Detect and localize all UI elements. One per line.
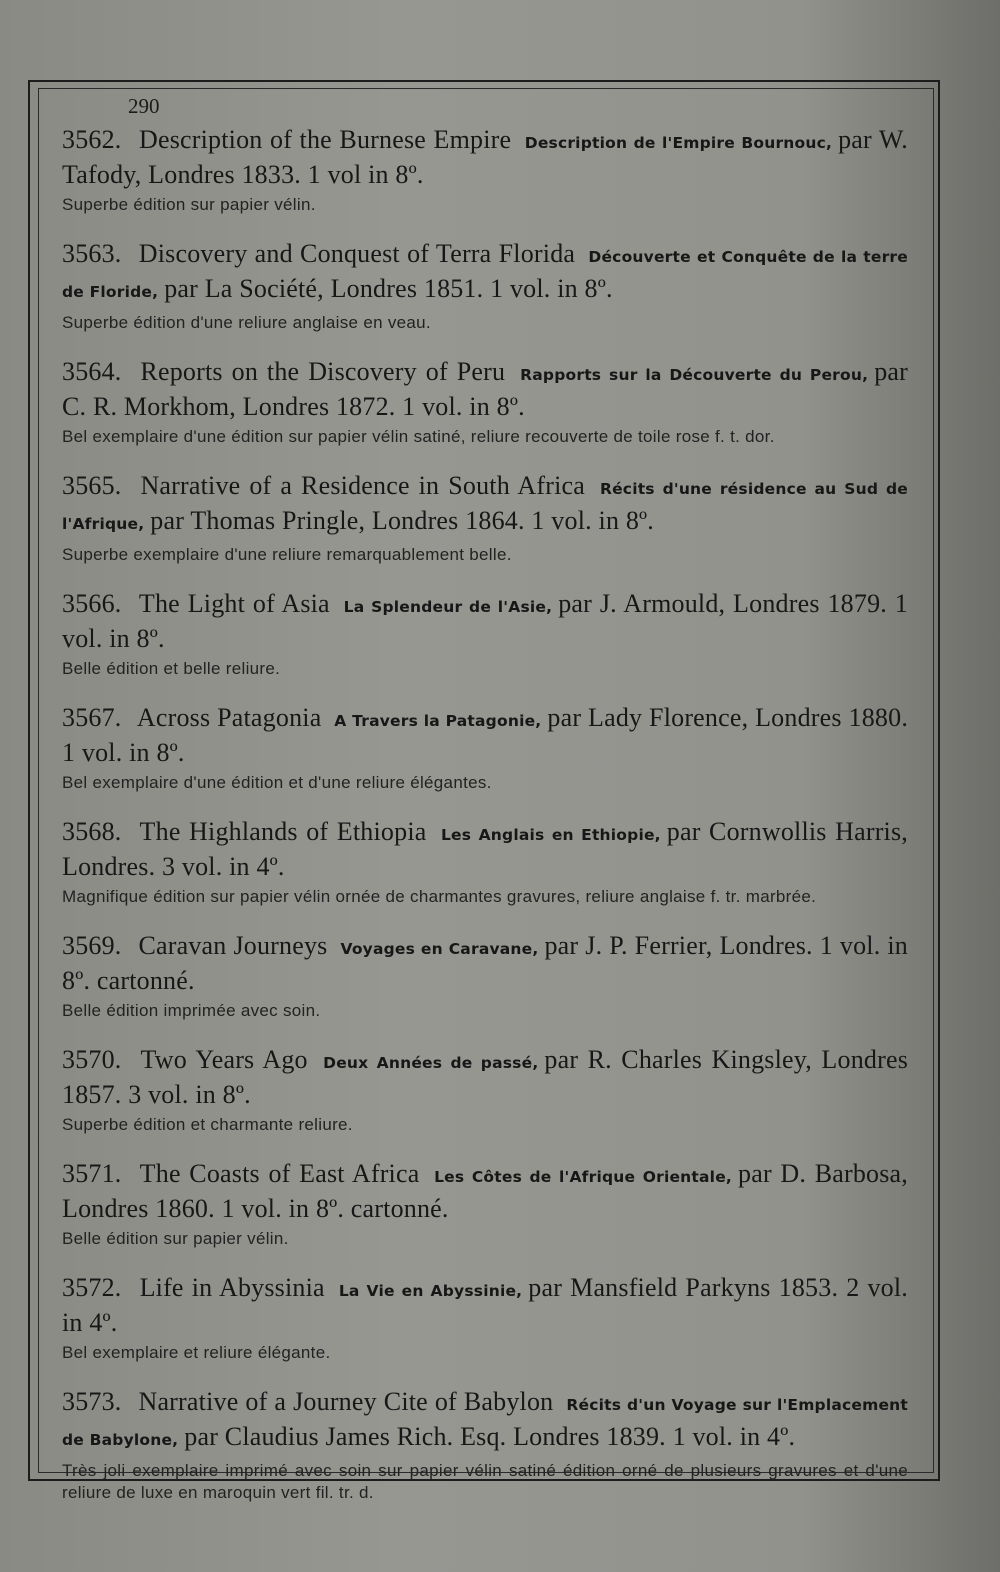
entry-description: Belle édition sur papier vélin.: [62, 1229, 289, 1248]
author-publication: par La Société, Londres 1851. 1 vol. in 8º.: [164, 274, 613, 303]
entry-number: 3563.: [62, 239, 122, 268]
entry-heading: [62, 702, 908, 768]
english-title: Life in Abyssinia: [139, 1273, 325, 1302]
french-title: Rapports sur la Découverte du Perou,: [520, 366, 869, 384]
catalog-entry: [62, 702, 908, 794]
entry-description: Bel exemplaire d'une édition et d'une reliure élégantes.: [62, 773, 492, 792]
author-publication: par Lady Florence, Londres 1880. 1 vol. in 8º.: [62, 703, 909, 767]
author-publication: par W. Tafody, Londres 1833. 1 vol in 8º.: [62, 125, 908, 189]
entry-number: 3566.: [62, 589, 122, 618]
english-title: The Light of Asia: [138, 589, 330, 618]
catalog-entry: [62, 470, 908, 566]
catalog-entry: [62, 356, 908, 448]
entry-heading: [62, 470, 908, 540]
english-title: Across Patagonia: [136, 703, 322, 732]
entry-heading: [62, 356, 908, 422]
entry-heading: [62, 930, 908, 996]
catalog-entry: [62, 588, 908, 680]
catalog-entry: [62, 238, 908, 334]
entry-number: 3570.: [62, 1045, 122, 1074]
author-publication: par J. P. Ferrier, Londres. 1 vol. in 8º. cartonné.: [62, 931, 908, 995]
french-title: La Vie en Abyssinie,: [338, 1282, 523, 1300]
catalog-entry: [62, 1158, 908, 1250]
french-title: A Travers la Patagonie,: [334, 712, 542, 730]
catalog-entry: [62, 1044, 908, 1136]
english-title: The Highlands of Ethiopia: [139, 817, 427, 846]
entry-number: 3567.: [62, 703, 122, 732]
english-title: Two Years Ago: [140, 1045, 308, 1074]
english-title: Description of the Burnese Empire: [139, 125, 512, 154]
entry-number: 3565.: [62, 471, 122, 500]
french-title: Voyages en Caravane,: [340, 940, 539, 958]
catalog-entry: [62, 930, 908, 1022]
catalog-entry: [62, 816, 908, 908]
english-title: Caravan Journeys: [138, 931, 328, 960]
entry-description: Bel exemplaire d'une édition sur papier vélin satiné, reliure recouverte de toile rose f. t. dor.: [62, 427, 775, 446]
entry-heading: [62, 124, 908, 190]
entry-heading: [62, 588, 908, 654]
entry-number: 3569.: [62, 931, 122, 960]
catalog-entry: [62, 124, 908, 216]
entry-description: Magnifique édition sur papier vélin ornée de charmantes gravures, reliure anglaise f. tr. marbrée.: [62, 887, 817, 906]
author-publication: par C. R. Morkhom, Londres 1872. 1 vol. in 8º.: [62, 357, 909, 421]
english-title: Narrative of a Residence in South Africa: [140, 471, 585, 500]
entry-description: Belle édition imprimée avec soin.: [62, 1001, 321, 1020]
entry-number: 3562.: [62, 125, 122, 154]
french-title: Les Anglais en Ethiopie,: [440, 826, 661, 844]
english-title: Narrative of a Journey Cite of Babylon: [138, 1387, 554, 1416]
entry-number: 3573.: [62, 1387, 122, 1416]
entry-description: Superbe édition et charmante reliure.: [62, 1115, 353, 1134]
page-number: 290: [128, 94, 160, 118]
french-title: Deux Années de passé,: [323, 1054, 539, 1072]
entry-heading: [62, 238, 908, 308]
entry-heading: [62, 1158, 908, 1224]
author-publication: par J. Armould, Londres 1879. 1 vol. in 8º.: [62, 589, 909, 653]
entry-number: 3568.: [62, 817, 122, 846]
french-title: Les Côtes de l'Afrique Orientale,: [434, 1168, 732, 1186]
entry-description: Superbe exemplaire d'une reliure remarquablement belle.: [62, 545, 512, 564]
entry-heading: [62, 1044, 908, 1110]
author-publication: par Cornwollis Harris, Londres. 3 vol. in 4º.: [62, 817, 908, 881]
catalog-entry: [62, 1386, 908, 1504]
entry-description: Superbe édition sur papier vélin.: [62, 195, 316, 214]
author-publication: par Mansfield Parkyns 1853. 2 vol. in 4º.: [62, 1273, 908, 1337]
english-title: Reports on the Discovery of Peru: [140, 357, 506, 386]
french-title: Découverte et Conquête de la terre de Floride,: [62, 248, 908, 301]
author-publication: par D. Barbosa, Londres 1860. 1 vol. in 8º. cartonné.: [62, 1159, 909, 1223]
french-title: Récits d'un Voyage sur l'Emplacement de Babylone,: [62, 1396, 909, 1449]
author-publication: par Thomas Pringle, Londres 1864. 1 vol. in 8º.: [150, 506, 655, 535]
entry-heading: [62, 1272, 908, 1338]
entry-heading: [62, 816, 908, 882]
catalog-entry: [62, 1272, 908, 1364]
entry-number: 3572.: [62, 1273, 122, 1302]
french-title: Description de l'Empire Bournouc,: [524, 134, 833, 152]
entry-description: Belle édition et belle reliure.: [62, 659, 281, 678]
entry-description: Superbe édition d'une reliure anglaise en veau.: [62, 313, 431, 332]
english-title: Discovery and Conquest of Terra Florida: [138, 239, 576, 268]
french-title: Récits d'une résidence au Sud de l'Afrique,: [62, 480, 908, 533]
entry-heading: [62, 1386, 908, 1456]
entry-number: 3564.: [62, 357, 122, 386]
entry-description: Très joli exemplaire imprimé avec soin sur papier vélin satiné édition orné de plusieurs gravures et d'une reliure de luxe en maroquin vert fil. tr. d.: [62, 1461, 908, 1502]
entry-number: 3571.: [62, 1159, 122, 1188]
entry-description: Bel exemplaire et reliure élégante.: [62, 1343, 331, 1362]
author-publication: par R. Charles Kingsley, Londres 1857. 3 vol. in 8º.: [62, 1045, 909, 1109]
french-title: La Splendeur de l'Asie,: [343, 598, 553, 616]
english-title: The Coasts of East Africa: [139, 1159, 420, 1188]
author-publication: par Claudius James Rich. Esq. Londres 1839. 1 vol. in 4º.: [184, 1422, 796, 1451]
catalog-entries: [62, 124, 908, 1526]
